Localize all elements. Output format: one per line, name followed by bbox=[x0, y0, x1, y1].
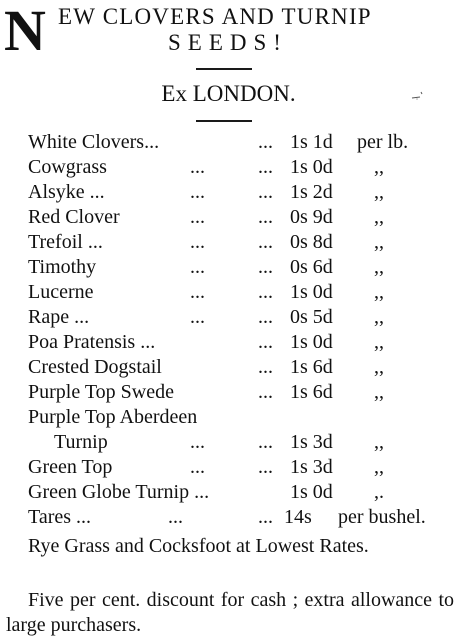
price-row bbox=[0, 255, 457, 280]
discount-note-text: Five per cent. discount for cash ; extra allowance to large purchasers. bbox=[6, 589, 454, 636]
price-row bbox=[0, 230, 457, 255]
item-price: 1s 3d bbox=[290, 431, 333, 453]
leader-dots: ... bbox=[258, 181, 273, 203]
price-row bbox=[0, 205, 457, 230]
ink-smudge-icon bbox=[410, 90, 424, 100]
leader-dots: ... bbox=[258, 256, 273, 278]
item-name: White Clovers... bbox=[28, 131, 160, 153]
item-unit: ,, bbox=[374, 281, 384, 303]
headline-line-2: SEEDS! bbox=[168, 30, 288, 55]
leader-dots: ... bbox=[190, 431, 205, 453]
price-row bbox=[0, 430, 457, 455]
item-price: 0s 6d bbox=[290, 256, 333, 278]
price-row bbox=[0, 355, 457, 380]
price-row bbox=[0, 330, 457, 355]
item-name: Trefoil ... bbox=[28, 231, 103, 253]
leader-dots: ... bbox=[190, 256, 205, 278]
leader-dots: ... bbox=[190, 181, 205, 203]
leader-dots: ... bbox=[258, 281, 273, 303]
item-price: 1s 6d bbox=[290, 356, 333, 378]
leader-dots: ... bbox=[258, 306, 273, 328]
item-unit: ,, bbox=[374, 356, 384, 378]
leader-dots: ... bbox=[190, 156, 205, 178]
price-row bbox=[0, 305, 457, 330]
item-unit: ,, bbox=[374, 456, 384, 478]
item-price: 1s 0d bbox=[290, 156, 333, 178]
price-row bbox=[0, 130, 457, 155]
price-row bbox=[0, 405, 457, 430]
leader-dots: ... bbox=[258, 431, 273, 453]
leader-dots: ... bbox=[190, 231, 205, 253]
price-row bbox=[0, 380, 457, 405]
item-name: Timothy bbox=[28, 256, 97, 278]
headline-line-1: EW CLOVERS AND TURNIP bbox=[58, 4, 372, 29]
item-name: Cowgrass bbox=[28, 156, 107, 178]
item-unit: ,, bbox=[374, 206, 384, 228]
item-name: Purple Top Swede bbox=[28, 381, 174, 403]
divider-rule-bottom bbox=[196, 120, 252, 122]
item-name: Rape ... bbox=[28, 306, 90, 328]
price-row bbox=[0, 455, 457, 480]
item-unit: ,, bbox=[374, 306, 384, 328]
item-price: 0s 5d bbox=[290, 306, 333, 328]
item-name: Poa Pratensis ... bbox=[28, 331, 156, 353]
price-row bbox=[0, 480, 457, 505]
item-unit: ,, bbox=[374, 156, 384, 178]
divider-rule-top bbox=[196, 68, 252, 70]
leader-dots: ... bbox=[258, 381, 273, 403]
price-list bbox=[0, 130, 457, 530]
price-row bbox=[0, 505, 457, 530]
item-unit: ,, bbox=[374, 181, 384, 203]
item-unit: ,. bbox=[374, 481, 384, 503]
item-price: 1s 6d bbox=[290, 381, 333, 403]
item-name: Turnip bbox=[54, 431, 108, 453]
item-price: 0s 9d bbox=[290, 206, 333, 228]
item-unit: ,, bbox=[374, 431, 384, 453]
leader-dots: ... bbox=[258, 331, 273, 353]
leader-dots: ... bbox=[190, 456, 205, 478]
item-name: Tares ... bbox=[28, 506, 92, 528]
leader-dots: ... bbox=[190, 306, 205, 328]
leader-dots: ... bbox=[190, 206, 205, 228]
price-row bbox=[0, 155, 457, 180]
item-name: Green Top bbox=[28, 456, 113, 478]
item-price: 14s bbox=[284, 506, 312, 528]
item-name: Alsyke ... bbox=[28, 181, 105, 203]
item-unit: per lb. bbox=[357, 131, 409, 153]
item-price: 1s 2d bbox=[290, 181, 333, 203]
item-unit: ,, bbox=[374, 331, 384, 353]
headline-dropcap: N bbox=[4, 0, 45, 63]
leader-dots: ... bbox=[258, 356, 273, 378]
source-line: Ex LONDON. bbox=[161, 81, 296, 106]
leader-dots: ... bbox=[258, 206, 273, 228]
item-price: 1s 3d bbox=[290, 456, 333, 478]
item-price: 0s 8d bbox=[290, 231, 333, 253]
item-name: Green Globe Turnip ... bbox=[28, 481, 210, 503]
discount-note bbox=[6, 588, 454, 638]
leader-dots: ... bbox=[258, 231, 273, 253]
rye-grass-note bbox=[6, 534, 454, 559]
item-price: 1s 0d bbox=[290, 481, 333, 503]
leader-dots: ... bbox=[258, 506, 273, 528]
leader-dots: ... bbox=[258, 131, 273, 153]
item-name: Crested Dogstail bbox=[28, 356, 162, 378]
item-unit: ,, bbox=[374, 256, 384, 278]
item-price: 1s 0d bbox=[290, 281, 333, 303]
leader-dots: ... bbox=[190, 281, 205, 303]
rye-grass-note-text: Rye Grass and Cocksfoot at Lowest Rates. bbox=[28, 535, 369, 557]
leader-dots: ... bbox=[258, 156, 273, 178]
item-name: Red Clover bbox=[28, 206, 120, 228]
item-price: 1s 1d bbox=[290, 131, 333, 153]
price-row bbox=[0, 180, 457, 205]
item-unit: ,, bbox=[374, 381, 384, 403]
item-name: Purple Top Aberdeen bbox=[28, 406, 198, 428]
price-row bbox=[0, 280, 457, 305]
item-unit: per bushel. bbox=[338, 506, 426, 528]
leader-dots: ... bbox=[258, 456, 273, 478]
item-name: Lucerne bbox=[28, 281, 94, 303]
item-unit: ,, bbox=[374, 231, 384, 253]
item-price: 1s 0d bbox=[290, 331, 333, 353]
leader-dots: ... bbox=[168, 506, 183, 528]
